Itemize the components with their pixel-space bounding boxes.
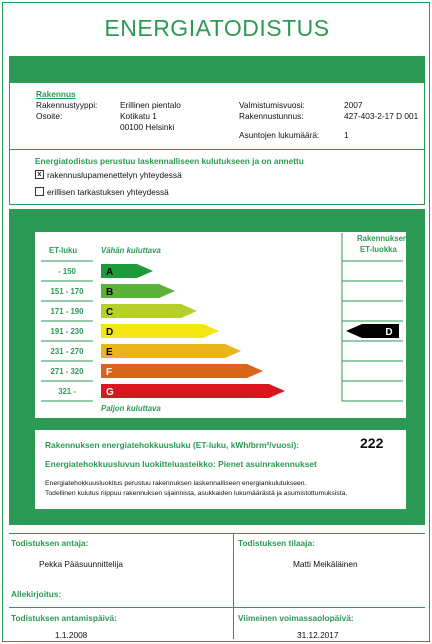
range-label: 171 - 190 <box>50 307 84 316</box>
sig-divider <box>233 533 234 639</box>
class-header-line2: ET-luokka <box>360 245 397 254</box>
basis-heading: Energiatodistus perustuu laskennalliseen kulutukseen ja on annettu <box>35 156 304 166</box>
signature-label: Allekirjoitus: <box>11 589 62 599</box>
building-class-letter: D <box>385 327 393 338</box>
class-header-line1: Rakennuksen <box>357 234 408 243</box>
class-letter: B <box>106 287 114 298</box>
option2-checkbox[interactable] <box>35 187 44 196</box>
year-value: 2007 <box>344 100 363 110</box>
range-label: 151 - 170 <box>50 287 84 296</box>
orderer-name: Matti Meikäläinen <box>293 559 358 569</box>
header-bar <box>9 56 425 83</box>
class-letter: G <box>106 387 114 398</box>
signature-section <box>9 533 425 639</box>
sig-top-line <box>9 533 425 534</box>
issue-date-label: Todistuksen antamispäivä: <box>11 613 117 623</box>
valid-date-label: Viimeinen voimassaolopäivä: <box>238 613 354 623</box>
year-label: Valmistumisvuosi: <box>239 100 305 110</box>
address-line2: 00100 Helsinki <box>120 122 175 132</box>
low-consumption-label: Vähän kuluttava <box>101 246 161 255</box>
energy-class-panel <box>9 209 425 525</box>
energy-class-bars <box>35 232 406 418</box>
certificate-page <box>2 2 430 642</box>
valid-date: 31.12.2017 <box>297 630 339 640</box>
option2-label: erillisen tarkastuksen yhteydessä <box>47 187 169 197</box>
class-letter: F <box>106 367 113 378</box>
building-info <box>9 83 425 149</box>
class-letter: A <box>106 267 114 278</box>
class-bar-G <box>101 384 285 398</box>
scale-label: Energiatehokkuusluvun luokitteluasteikko: Pienet asuinrakennukset <box>45 459 317 469</box>
basis-section <box>9 149 425 205</box>
class-bar-C <box>101 304 197 318</box>
range-label: 321 - <box>58 387 76 396</box>
class-bar-D <box>101 324 219 338</box>
apartments-value: 1 <box>344 130 349 140</box>
building-id-value: 427-403-2-17 D 001 <box>344 111 419 121</box>
building-id-label: Rakennustunnus: <box>239 111 304 121</box>
et-value-label: Rakennuksen energiatehokkuusluku (ET-luku, kWh/brm²/vuosi): <box>45 440 300 450</box>
note-line2: Todellinen kulutus riippuu rakennuksen sijainnista, asukkaiden lukumäärästä ja asumistottumuksista. <box>45 490 348 497</box>
result-box <box>35 430 406 509</box>
class-bar-F <box>101 364 263 378</box>
building-type-label: Rakennustyyppi: <box>36 100 98 110</box>
issue-date: 1.1.2008 <box>55 630 88 640</box>
page-title: ENERGIATODISTUS <box>104 15 330 41</box>
address-label: Osoite: <box>36 111 63 121</box>
class-letter: C <box>106 307 114 318</box>
apartments-label: Asuntojen lukumäärä: <box>239 130 320 140</box>
range-label: 271 - 320 <box>50 367 84 376</box>
class-bar-E <box>101 344 241 358</box>
sig-mid-line <box>9 607 425 608</box>
orderer-label: Todistuksen tilaaja: <box>238 538 315 548</box>
issuer-label: Todistuksen antaja: <box>11 538 89 548</box>
et-value: 222 <box>360 435 384 451</box>
et-luku-header: ET-luku <box>49 246 78 255</box>
issuer-name: Pekka Pääsuunnittelija <box>39 559 123 569</box>
energy-class-chart <box>35 232 406 418</box>
class-letter: D <box>106 327 114 338</box>
building-heading: Rakennus <box>36 89 76 99</box>
range-label: - 150 <box>58 267 76 276</box>
high-consumption-label: Paljon kuluttava <box>101 404 161 413</box>
class-letter: E <box>106 347 113 358</box>
option1-label: rakennuslupamenettelyn yhteydessä <box>47 170 182 180</box>
note-line1: Energiatehokkuusluokitus perustuu rakennuksen laskennalliseen energiankulutukseen. <box>45 480 307 487</box>
range-label: 231 - 270 <box>50 347 84 356</box>
address-line1: Kotikatu 1 <box>120 111 157 121</box>
range-label: 191 - 230 <box>50 327 84 336</box>
building-type-value: Erillinen pientalo <box>120 100 181 110</box>
option1-checkbox[interactable]: x <box>35 170 44 179</box>
